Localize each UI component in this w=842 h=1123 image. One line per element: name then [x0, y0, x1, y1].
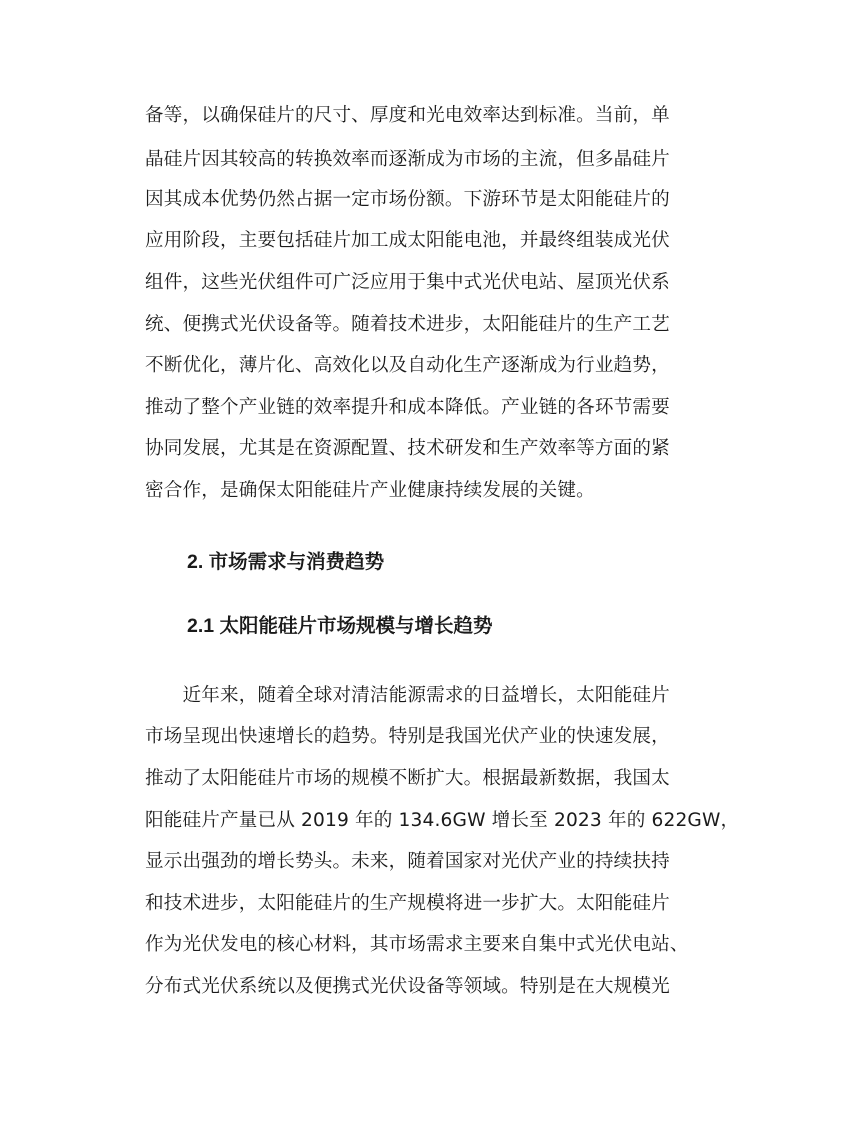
paragraph-line: 分布式光伏系统以及便携式光伏设备等领域。特别是在大规模光: [145, 976, 670, 997]
paragraph-line: 作为光伏发电的核心材料，其市场需求主要来自集中式光伏电站、: [145, 934, 689, 955]
paragraph-line: 组件，这些光伏组件可广泛应用于集中式光伏电站、屋顶光伏系: [145, 272, 670, 293]
paragraph-line: 显示出强劲的增长势头。未来，随着国家对光伏产业的持续扶持: [145, 851, 670, 872]
paragraph-line: 不断优化，薄片化、高效化以及自动化生产逐渐成为行业趋势，: [145, 355, 670, 376]
paragraph-line: 备等，以确保硅片的尺寸、厚度和光电效率达到标准。当前，单: [145, 105, 670, 126]
paragraph-line: 和技术进步，太阳能硅片的生产规模将进一步扩大。太阳能硅片: [145, 893, 670, 914]
paragraph-line: 密合作，是确保太阳能硅片产业健康持续发展的关键。: [145, 480, 595, 501]
paragraph-line: 晶硅片因其较高的转换效率而逐渐成为市场的主流，但多晶硅片: [145, 149, 670, 170]
subsection-heading: 2.1 太阳能硅片市场规模与增长趋势: [187, 615, 493, 637]
paragraph-line: 阳能硅片产量已从 2019 年的 134.6GW 增长至 2023 年的 622GW，: [145, 810, 740, 831]
paragraph-line: 推动了整个产业链的效率提升和成本降低。产业链的各环节需要: [145, 397, 670, 418]
paragraph-line: 统、便携式光伏设备等。随着技术进步，太阳能硅片的生产工艺: [145, 314, 670, 335]
paragraph-line: 市场呈现出快速增长的趋势。特别是我国光伏产业的快速发展，: [145, 726, 670, 747]
paragraph-line: 因其成本优势仍然占据一定市场份额。下游环节是太阳能硅片的: [145, 189, 670, 210]
paragraph-line: 近年来，随着全球对清洁能源需求的日益增长，太阳能硅片: [145, 685, 670, 706]
section-heading: 2. 市场需求与消费趋势: [187, 551, 385, 573]
paragraph-line: 协同发展，尤其是在资源配置、技术研发和生产效率等方面的紧: [145, 438, 670, 459]
paragraph-line: 推动了太阳能硅片市场的规模不断扩大。根据最新数据，我国太: [145, 768, 670, 789]
paragraph-line: 应用阶段，主要包括硅片加工成太阳能电池，并最终组装成光伏: [145, 230, 670, 251]
